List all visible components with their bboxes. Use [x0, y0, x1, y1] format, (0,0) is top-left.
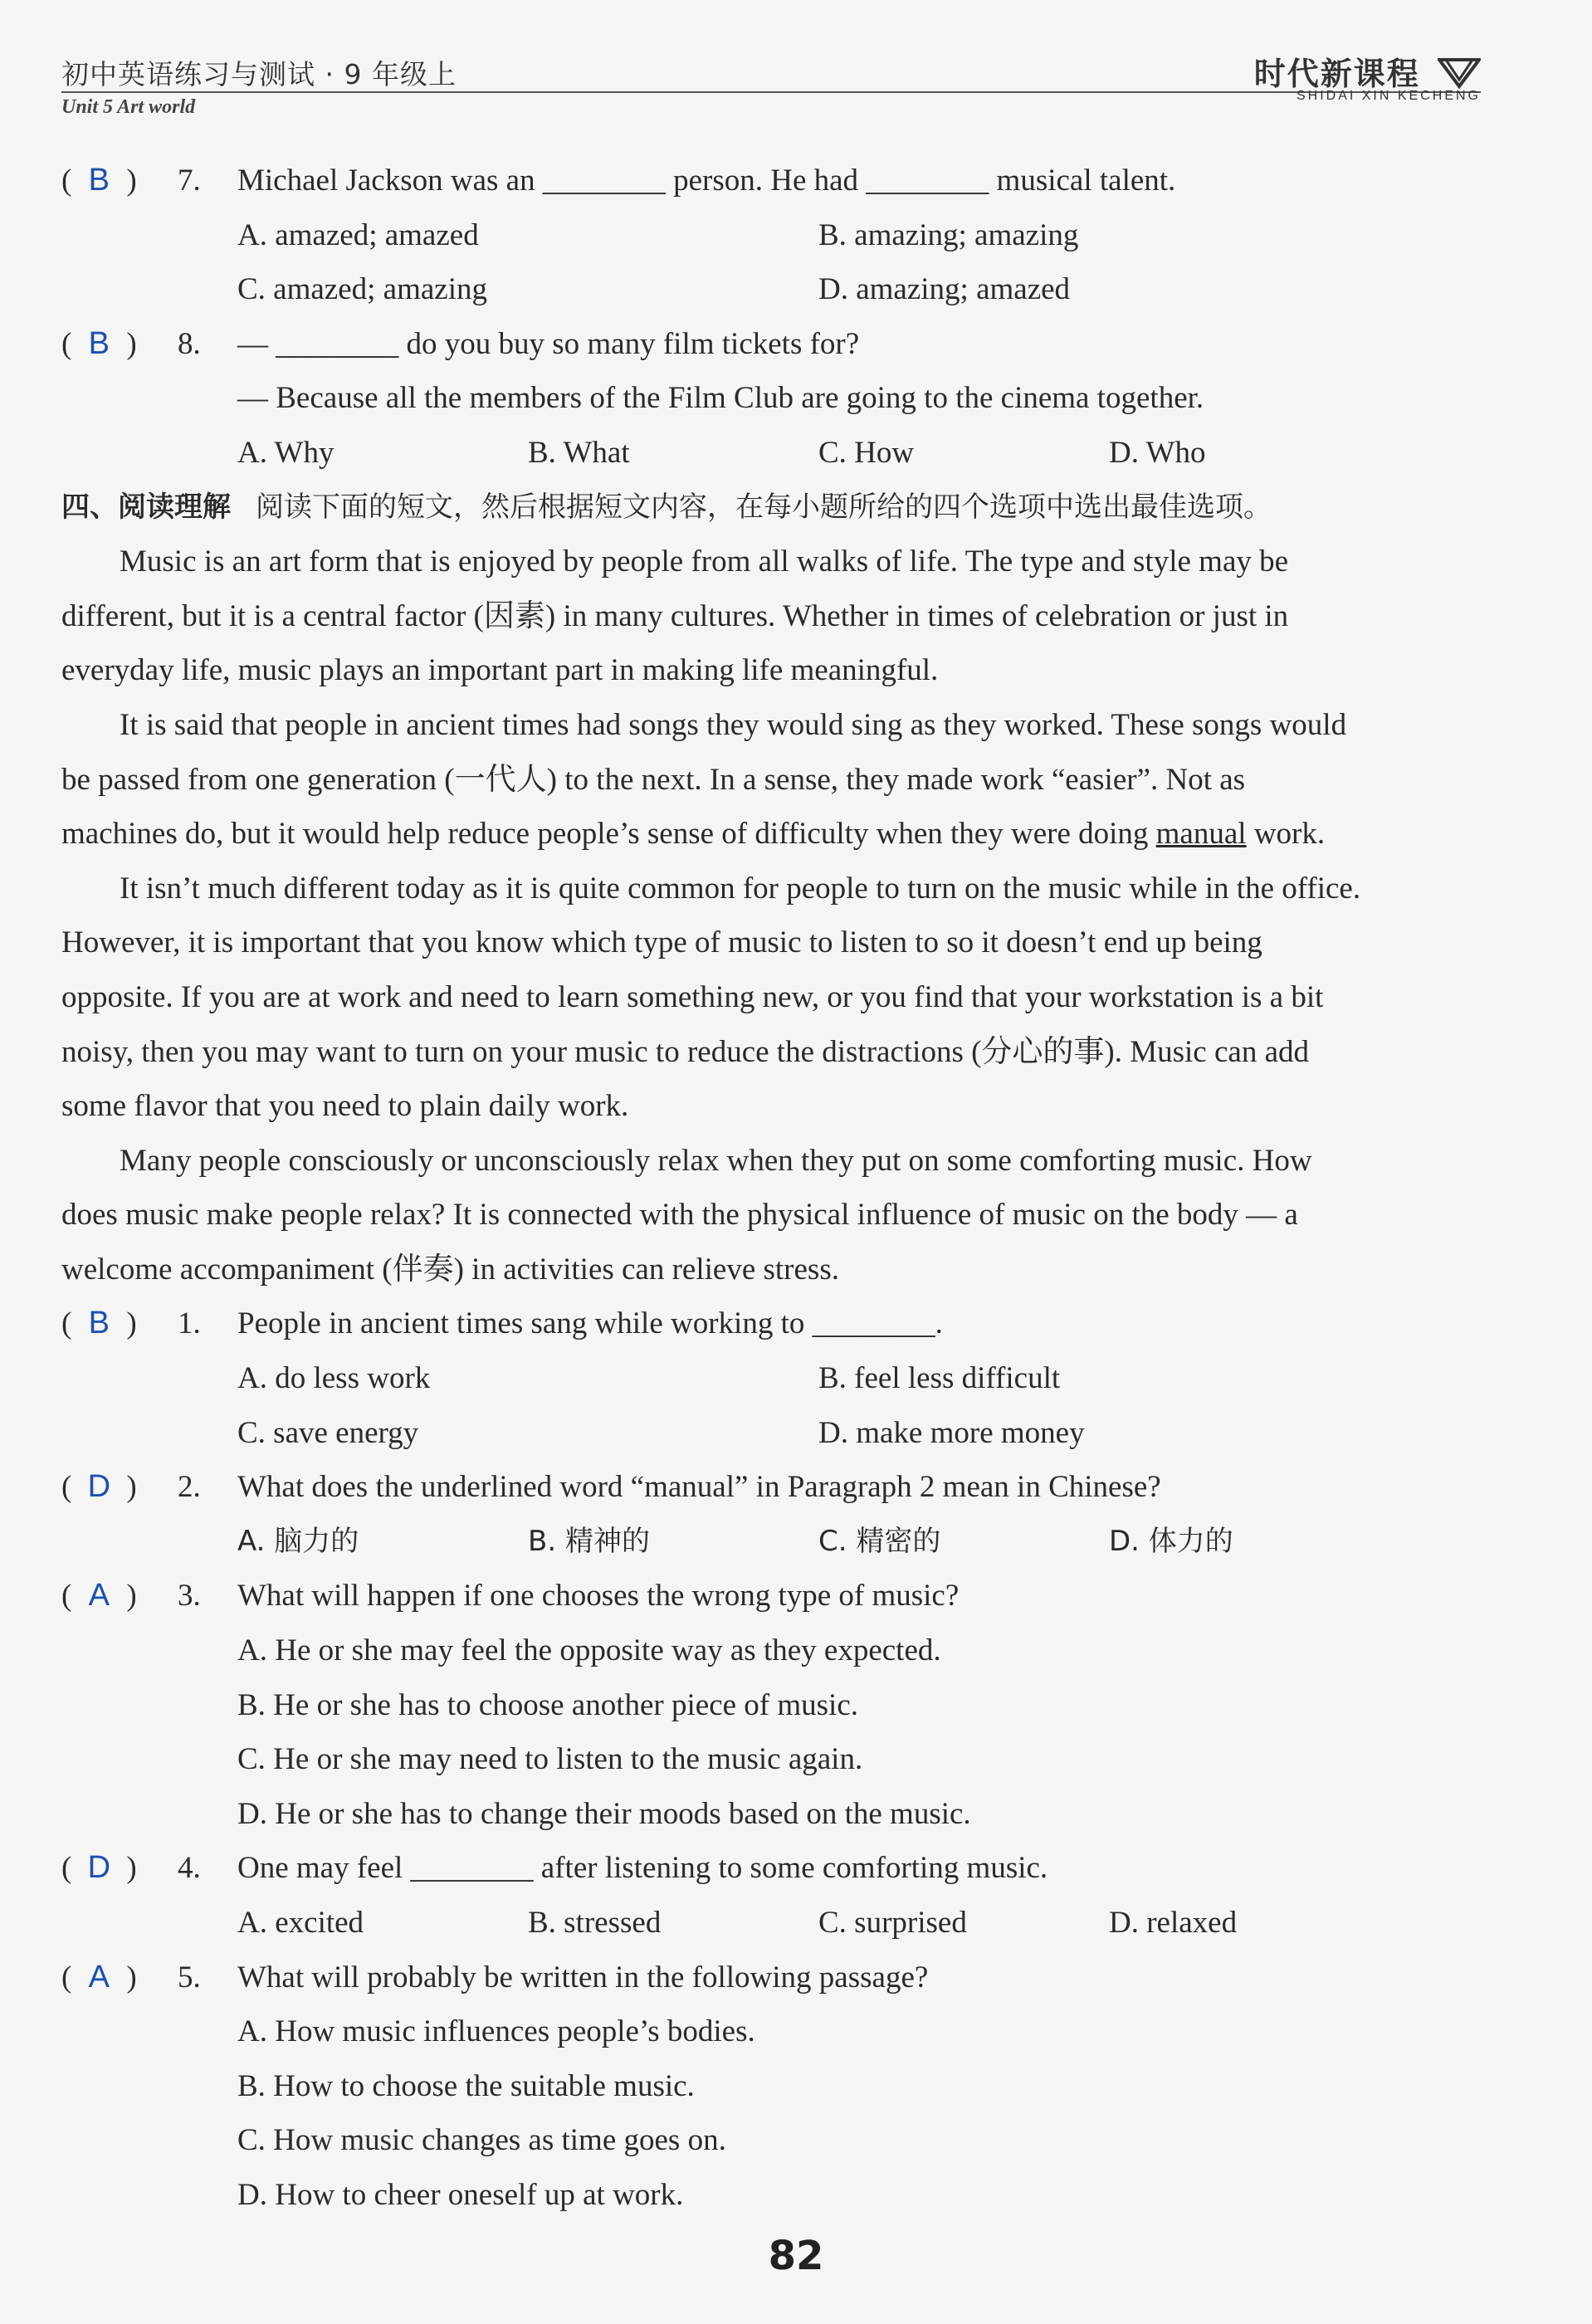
- answer-bracket: ( A ): [61, 1950, 161, 2005]
- passage-line: opposite. If you are at work and need to learn something new, or you find that your workstation is a bit: [61, 979, 1324, 1014]
- question-number: 8.: [178, 326, 201, 361]
- brand-name: [1254, 48, 1481, 94]
- option-d: D. relaxed: [1109, 1906, 1238, 1940]
- section-instruction: 阅读下面的短文，然后根据短文内容，在每小题所给的四个选项中选出最佳选项。: [256, 490, 1272, 524]
- option-a: A. He or she may feel the opposite way as they expected.: [237, 1633, 941, 1668]
- option-d: D. Who: [1109, 435, 1206, 470]
- question-text-2: — Because all the members of the Film Club are going to the cinema together.: [237, 381, 1204, 416]
- option-b: B. 精神的: [528, 1524, 650, 1558]
- option-a: A. Why: [237, 435, 335, 470]
- option-c: C. 精密的: [818, 1524, 941, 1558]
- option-row: [61, 1623, 1481, 1678]
- option-b: B. stressed: [528, 1906, 662, 1940]
- option-row: [61, 1787, 1481, 1842]
- options-row: [61, 1515, 1481, 1570]
- page-content: [61, 154, 1481, 2223]
- answer-mark: D: [87, 1850, 111, 1886]
- option-a: A. excited: [237, 1906, 364, 1940]
- brand-logo-icon: [1438, 56, 1481, 90]
- book-title: 初中英语练习与测试 · 9 年级上: [61, 58, 457, 90]
- options-row: [61, 1896, 1481, 1950]
- option-a: A. amazed; amazed: [237, 217, 479, 252]
- options-row: [61, 1406, 1481, 1461]
- question-text: One may feel ________ after listening to some comforting music.: [237, 1851, 1048, 1886]
- option-row: [61, 2004, 1481, 2059]
- option-d: D. amazing; amazed: [818, 272, 1071, 307]
- dialogue-line: [61, 371, 1481, 426]
- section-title: 四、阅读理解: [61, 490, 231, 524]
- options-row: [61, 262, 1481, 317]
- option-d: D. make more money: [818, 1415, 1085, 1450]
- passage-line: be passed from one generation (一代人) to the next. In a sense, they made work “easier”. Not as: [61, 762, 1246, 797]
- brand: [1254, 48, 1481, 104]
- option-c: C. save energy: [237, 1415, 419, 1450]
- options-row: [61, 208, 1481, 263]
- option-d: D. How to cheer oneself up at work.: [237, 2177, 684, 2212]
- question-number: 3.: [178, 1579, 201, 1614]
- brand-name-text: 时代新课程: [1253, 56, 1420, 92]
- passage-text: work.: [1253, 817, 1326, 852]
- answer-bracket: ( B ): [61, 1296, 161, 1351]
- passage-line: Many people consciously or unconsciously relax when they put on some comforting music. How: [120, 1143, 1312, 1178]
- option-b: B. amazing; amazing: [818, 217, 1079, 252]
- answer-bracket: ( D ): [61, 1841, 161, 1896]
- answer-mark: B: [88, 325, 110, 361]
- passage: [61, 535, 1481, 1296]
- option-c: C. How music changes as time goes on.: [237, 2123, 726, 2158]
- option-c: C. amazed; amazing: [237, 272, 488, 307]
- option-b: B. How to choose the suitable music.: [237, 2068, 695, 2103]
- passage-line: It isn’t much different today as it is quite common for people to turn on the music while in the office.: [120, 871, 1361, 906]
- answer-mark: D: [87, 1469, 111, 1505]
- option-row: [61, 2168, 1481, 2223]
- page-number: 82: [768, 2233, 824, 2279]
- question-4: [61, 1841, 1481, 1896]
- passage-line: does music make people relax? It is connected with the physical influence of music on the body — a: [61, 1198, 1298, 1233]
- page-header: [61, 48, 1481, 118]
- option-b: B. He or she has to choose another piece of music.: [237, 1687, 859, 1722]
- answer-mark: B: [88, 1306, 110, 1341]
- option-c: C. How: [818, 435, 915, 470]
- passage-line: some flavor that you need to plain daily work.: [61, 1089, 629, 1124]
- options-row: [61, 426, 1481, 481]
- unit-label: Unit 5 Art world: [61, 96, 196, 118]
- question-1: [61, 1296, 1481, 1351]
- underlined-word: manual: [1155, 817, 1247, 852]
- answer-mark: B: [88, 163, 110, 198]
- question-text: What will probably be written in the following passage?: [237, 1960, 929, 1994]
- passage-line: It is said that people in ancient times had songs they would sing as they worked. These songs would: [120, 707, 1347, 742]
- question-text: What does the underlined word “manual” in Paragraph 2 mean in Chinese?: [237, 1470, 1161, 1505]
- options-row: [61, 1351, 1481, 1406]
- passage-line: [61, 807, 1481, 862]
- question-number: 4.: [178, 1851, 201, 1886]
- passage-line: noisy, then you may want to turn on your music to reduce the distractions (分心的事). Music can add: [61, 1034, 1309, 1069]
- question-number: 5.: [178, 1960, 201, 1994]
- answer-bracket: ( B ): [61, 154, 161, 208]
- option-d: D. He or she has to change their moods based on the music.: [237, 1796, 971, 1831]
- option-a: A. 脑力的: [237, 1524, 359, 1558]
- answer-bracket: ( D ): [61, 1460, 161, 1515]
- passage-line: Music is an art form that is enjoyed by people from all walks of life. The type and style may be: [120, 544, 1289, 579]
- passage-text: machines do, but it would help reduce people’s sense of difficulty when they were doing: [61, 817, 1149, 852]
- option-row: [61, 1732, 1481, 1787]
- question-text: What will happen if one chooses the wrong type of music?: [237, 1579, 960, 1614]
- option-row: [61, 2113, 1481, 2168]
- answer-mark: A: [88, 1578, 110, 1614]
- answer-bracket: ( A ): [61, 1569, 161, 1623]
- answer-mark: A: [88, 1959, 110, 1994]
- answer-bracket: ( B ): [61, 317, 161, 372]
- passage-line: everyday life, music plays an important part in making life meaningful.: [61, 653, 939, 688]
- brand-pinyin: SHIDAI XIN KECHENG: [1296, 89, 1481, 103]
- question-number: 7.: [178, 164, 201, 198]
- option-b: B. What: [528, 435, 630, 470]
- option-row: [61, 2059, 1481, 2114]
- passage-line: welcome accompaniment (伴奏) in activities can relieve stress.: [61, 1252, 839, 1286]
- passage-line: However, it is important that you know which type of music to listen to so it doesn’t end up being: [61, 925, 1262, 960]
- option-c: C. He or she may need to listen to the music again.: [237, 1742, 863, 1777]
- question-text: Michael Jackson was an ________ person. He had ________ musical talent.: [237, 164, 1176, 198]
- option-a: A. How music influences people’s bodies.: [237, 2014, 755, 2049]
- question-number: 2.: [178, 1470, 201, 1505]
- question-8: [61, 317, 1481, 372]
- question-text: People in ancient times sang while working to ________.: [237, 1306, 943, 1341]
- passage-line: different, but it is a central factor (因素) in many cultures. Whether in times of celebration or just in: [61, 598, 1289, 633]
- question-text: — ________ do you buy so many film tickets for?: [237, 326, 860, 361]
- question-5: [61, 1950, 1481, 2005]
- option-a: A. do less work: [237, 1361, 431, 1396]
- section-heading: [61, 481, 1481, 535]
- option-b: B. feel less difficult: [818, 1361, 1061, 1396]
- question-3: [61, 1569, 1481, 1623]
- question-number: 1.: [178, 1306, 201, 1341]
- question-7: [61, 154, 1481, 208]
- option-row: [61, 1678, 1481, 1733]
- question-2: [61, 1460, 1481, 1515]
- option-d: D. 体力的: [1109, 1524, 1233, 1558]
- option-c: C. surprised: [818, 1906, 967, 1940]
